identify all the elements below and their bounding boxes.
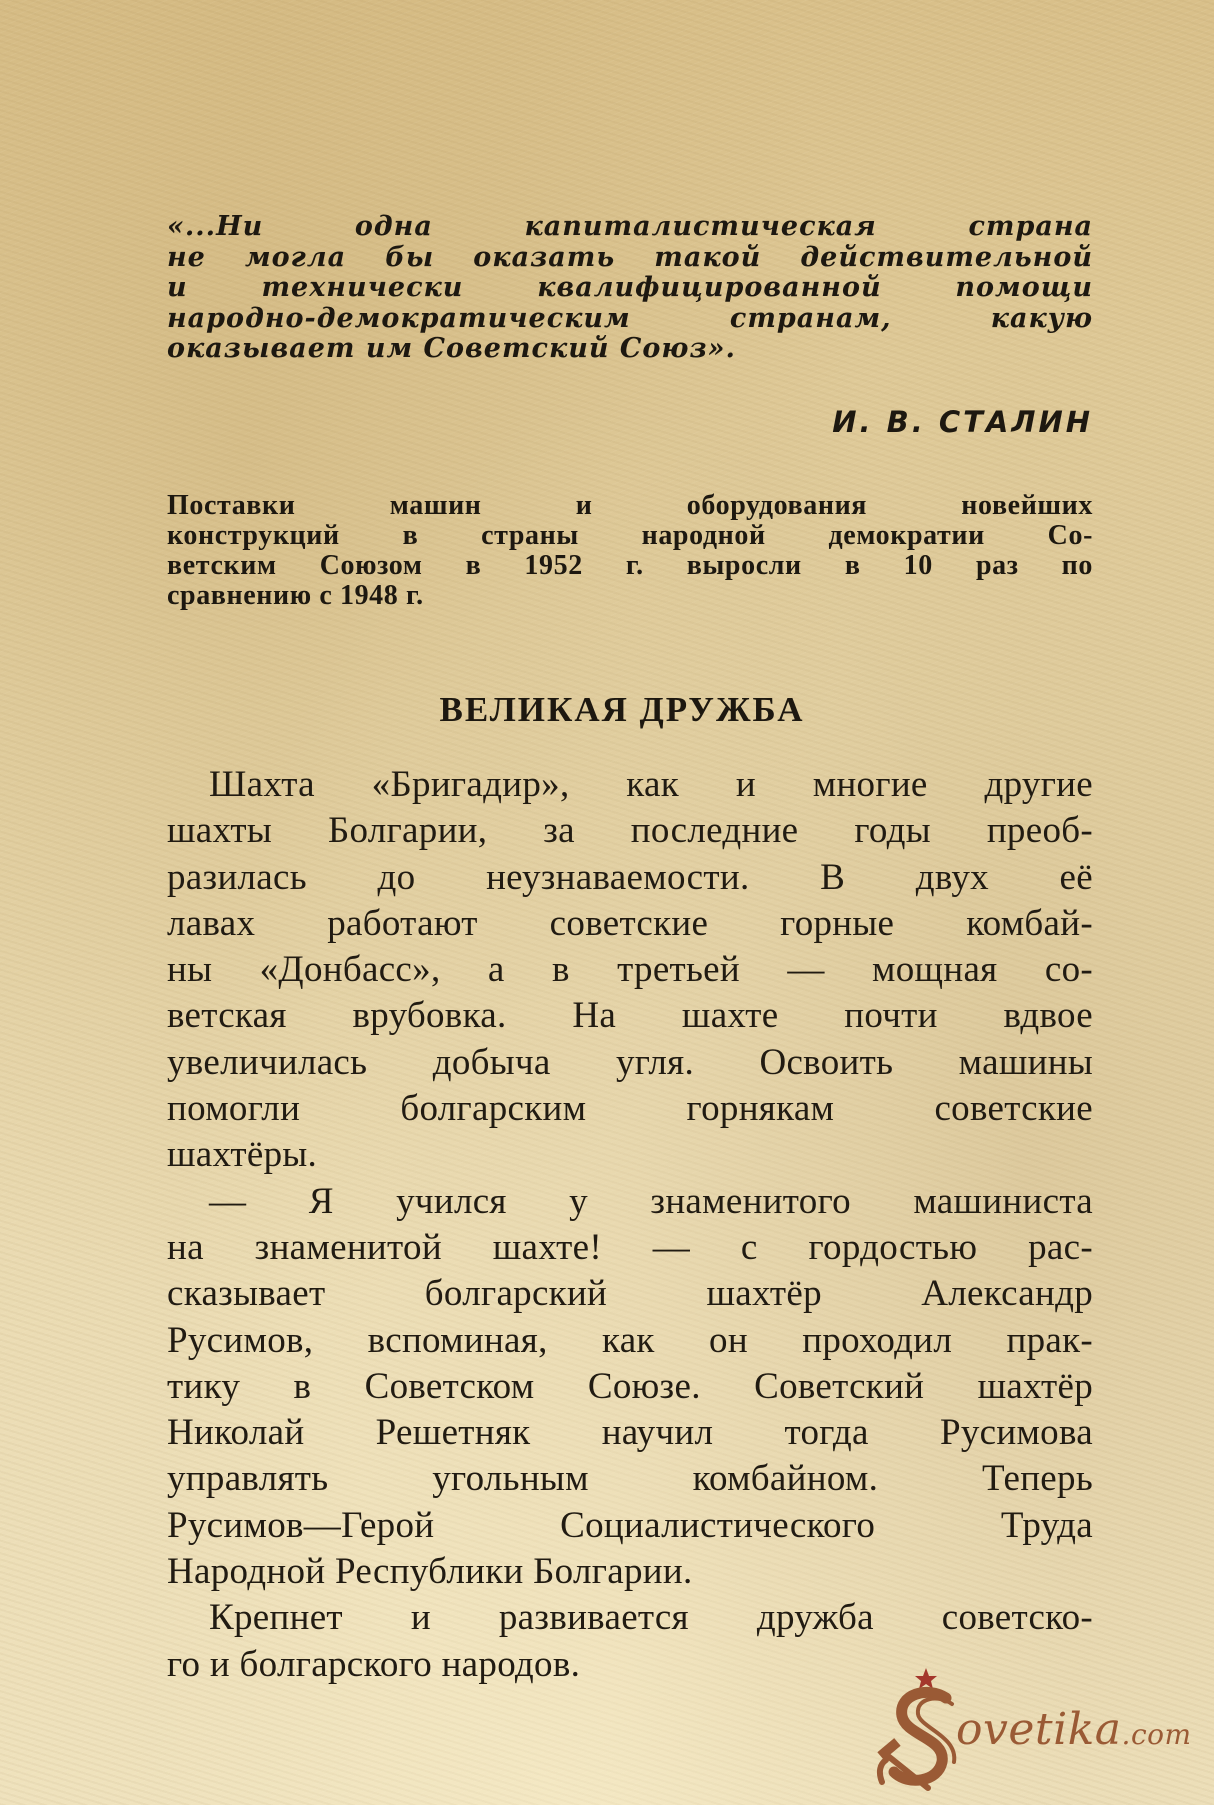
sovetika-watermark [868, 1664, 1198, 1794]
article-line: помогли болгарским горнякам советские [167, 1088, 1093, 1130]
article-line: увеличилась добыча угля. Освоить машины [167, 1041, 1093, 1083]
fact-line: сравнению с 1948 г. [167, 580, 424, 611]
article-line: на знаменитой шахте! — с гордостью рас- [167, 1226, 1093, 1268]
statistics-note [167, 491, 1093, 611]
article-line: лавах работают советские горные комбай- [167, 902, 1093, 944]
article-line: ны «Донбасс», а в третьей — мощная со- [167, 949, 1093, 991]
article-line: Русимов, вспоминая, как он проходил прак- [167, 1319, 1093, 1361]
article-line: шахтёры. [167, 1134, 318, 1176]
quote-line: и технически квалифицированной помощи [167, 272, 1093, 303]
quote-line: «...Ни одна капиталистическая страна [167, 211, 1093, 242]
article-line: Шахта «Бригадир», как и многие другие [209, 764, 1093, 805]
article-line: — Я учился у знаменитого машиниста [209, 1180, 1093, 1222]
article-line: разилась до неузнаваемости. В двух её [167, 856, 1093, 898]
article-line: тику в Советском Союзе. Советский шахтёр [167, 1365, 1093, 1407]
stalin-quote [167, 212, 1093, 365]
article-title: ВЕЛИКАЯ ДРУЖБА [439, 690, 805, 729]
watermark-text [956, 1704, 1192, 1755]
quote-line: народно-демократическим странам, какую [167, 302, 1093, 334]
article-line: го и болгарского народов. [167, 1643, 581, 1685]
quote-line: не могла бы оказать такой действительной [167, 241, 1093, 273]
quote-author: И. В. СТАЛИН [832, 405, 1093, 439]
article-line: Крепнет и развивается дружба советско- [209, 1597, 1093, 1639]
fact-line: ветским Союзом в 1952 г. выросли в 10 раз по [167, 550, 1093, 581]
article-line: управлять угольным комбайном. Теперь [167, 1458, 1093, 1500]
article-line: шахты Болгарии, за последние годы преоб- [167, 810, 1093, 852]
fact-line: Поставки машин и оборудования новейших [167, 490, 1093, 521]
article-body [167, 762, 1093, 1688]
article-line: Народной Республики Болгарии. [167, 1551, 693, 1593]
quote-line: оказывает им Советский Союз». [167, 333, 736, 364]
fact-line: конструкций в страны народной демократии Со- [167, 520, 1093, 551]
article-line: Русимов—Герой Социалистического Труда [167, 1504, 1093, 1546]
watermark-domain: .com [1121, 1718, 1192, 1751]
watermark-brand: ovetika [956, 1704, 1122, 1755]
article-line: Николай Решетняк научил тогда Русимова [167, 1412, 1093, 1454]
article-line: сказывает болгарский шахтёр Александр [167, 1273, 1093, 1315]
article-line: ветская врубовка. На шахте почти вдвое [167, 995, 1093, 1037]
